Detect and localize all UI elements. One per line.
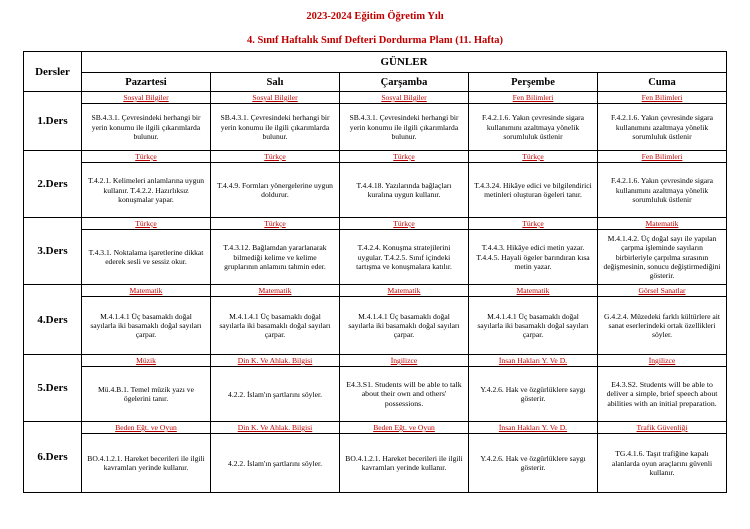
lesson-cell-monday xyxy=(82,355,211,422)
subject-label: Din K. Ve Ahlak. Bilgisi xyxy=(211,355,339,367)
outcome-text: TG.4.1.6. Taşıt trafiğine kapalı alanlarda oyun araçlarını güvenli kullanır. xyxy=(611,449,713,477)
lesson-cell-friday xyxy=(598,151,727,218)
outcome-text: M.4.1.4.2. Üç doğal sayı ile yapılan çarpma işleminde sayıların birbirleriyle çarpılma sırasının değişmesinin, sonucu değiştirmediğini gösterir. xyxy=(603,234,721,280)
outcome-text: SB.4.3.1. Çevresindeki herhangi bir yerin konumu ile ilgili çıkarımlarda bulunur. xyxy=(349,113,459,141)
lesson-cell-friday xyxy=(598,285,727,355)
outcome-text: F.4.2.1.6. Yakın çevresinde sigara kullanımını azaltmaya yönelik sorumluluk üstlenir xyxy=(610,113,714,141)
ders-label: 4.Ders xyxy=(24,285,82,355)
table-row xyxy=(24,285,727,355)
ders-label: 6.Ders xyxy=(24,422,82,493)
lesson-cell-wednesday xyxy=(340,92,469,151)
outcome-text: F.4.2.1.6. Yakın çevresinde sigara kullanımını azaltmaya yönelik sorumluluk üstlenir xyxy=(481,113,585,141)
lesson-cell-wednesday xyxy=(340,151,469,218)
lesson-cell-tuesday xyxy=(211,422,340,493)
subject-label: İngilizce xyxy=(598,355,726,367)
table-row xyxy=(24,92,727,151)
outcome-text: Y.4.2.6. Hak ve özgürlüklere saygı gösterir. xyxy=(480,384,586,404)
outcome-text: E4.3.S2. Students will be able to deliver a simple, brief speech about abilities with an initial preparation. xyxy=(606,379,718,408)
subject-label: Türkçe xyxy=(82,151,210,163)
day-header-tuesday: Salı xyxy=(211,73,340,92)
subject-label: Matematik xyxy=(469,285,597,297)
table-row xyxy=(24,151,727,218)
subject-label: Beden Eğt. ve Oyun xyxy=(340,422,468,434)
lesson-cell-wednesday xyxy=(340,422,469,493)
page-title: 2023-2024 Eğitim Öğretim Yılı xyxy=(306,11,444,22)
lesson-cell-friday xyxy=(598,422,727,493)
subject-label: Türkçe xyxy=(469,218,597,230)
day-header-monday: Pazartesi xyxy=(82,73,211,92)
outcome-text: T.4.4.18. Yazılarında bağlaçları kuralına uygun kullanır. xyxy=(356,180,452,200)
lesson-cell-thursday xyxy=(469,218,598,285)
lesson-cell-tuesday xyxy=(211,151,340,218)
table-row xyxy=(24,422,727,493)
lesson-cell-monday xyxy=(82,218,211,285)
day-header-wednesday: Çarşamba xyxy=(340,73,469,92)
outcome-text: Mü.4.B.1. Temel müzik yazı ve ögelerini tanır. xyxy=(98,384,194,404)
outcome-text: M.4.1.4.1 Üç basamaklı doğal sayılarla iki basamaklı doğal sayıları çarpar. xyxy=(348,311,460,340)
outcome-text: T.4.2.4. Konuşma stratejilerini uygular. T.4.2.5. Sınıf içindeki tartışma ve konuşmalara katılır. xyxy=(356,243,452,271)
subject-label: Türkçe xyxy=(340,151,468,163)
outcome-text: T.4.2.1. Kelimeleri anlamlarına uygun kullanır. T.4.2.2. Hazırlıksız konuşmalar yapar. xyxy=(87,176,205,204)
ders-label: 2.Ders xyxy=(24,151,82,218)
subject-label: İnsan Hakları Y. Ve D. xyxy=(469,355,597,367)
subject-label: Trafik Güvenliği xyxy=(598,422,726,434)
outcome-text: T.4.4.3. Hikâye edici metin yazar. T.4.4.5. Hayali ögeler barındıran kısa metin yazar. xyxy=(476,243,590,271)
subject-label: Matematik xyxy=(340,285,468,297)
subject-label: Fen Bilimleri xyxy=(469,92,597,104)
outcome-text: SB.4.3.1. Çevresindeki herhangi bir yerin konumu ile ilgili çıkarımlarda bulunur. xyxy=(220,113,330,141)
outcome-text: F.4.2.1.6. Yakın çevresinde sigara kullanımını azaltmaya yönelik sorumluluk üstlenir xyxy=(610,176,714,204)
outcome-text: M.4.1.4.1 Üç basamaklı doğal sayılarla iki basamaklı doğal sayıları çarpar. xyxy=(90,311,202,340)
day-header-thursday: Perşembe xyxy=(469,73,598,92)
subject-label: Sosyal Bilgiler xyxy=(211,92,339,104)
subject-label: Matematik xyxy=(598,218,726,230)
ders-label: 5.Ders xyxy=(24,355,82,422)
subject-label: Türkçe xyxy=(340,218,468,230)
outcome-text: M.4.1.4.1 Üç basamaklı doğal sayılarla iki basamaklı doğal sayıları çarpar. xyxy=(219,311,331,340)
outcome-text: T.4.3.24. Hikâye edici ve bilgilendirici metinleri oluşturan ögeleri tanır. xyxy=(474,180,592,200)
lesson-cell-friday xyxy=(598,218,727,285)
lesson-cell-monday xyxy=(82,151,211,218)
subject-label: Görsel Sanatlar xyxy=(598,285,726,297)
outcome-text: SB.4.3.1. Çevresindeki herhangi bir yerin konumu ile ilgili çıkarımlarda bulunur. xyxy=(91,113,201,141)
lesson-cell-tuesday xyxy=(211,355,340,422)
lesson-cell-monday xyxy=(82,92,211,151)
lesson-cell-monday xyxy=(82,422,211,493)
lesson-cell-wednesday xyxy=(340,285,469,355)
subject-label: Sosyal Bilgiler xyxy=(340,92,468,104)
dersler-header: Dersler xyxy=(24,52,82,92)
outcome-text: T.4.3.12. Bağlamdan yararlanarak bilmediği kelime ve kelime gruplarının anlamını tahmin eder. xyxy=(223,243,327,271)
lesson-cell-tuesday xyxy=(211,285,340,355)
outcome-text: M.4.1.4.1 Üç basamaklı doğal sayılarla iki basamaklı doğal sayıları çarpar. xyxy=(477,311,589,340)
outcome-text: BO.4.1.2.1. Hareket becerileri ile ilgili kavramları yerinde kullanır. xyxy=(345,453,463,473)
page-subtitle: 4. Sınıf Haftalık Sınıf Defteri Dordurma Planı (11. Hafta) xyxy=(246,35,504,46)
day-header-friday: Cuma xyxy=(598,73,727,92)
subject-label: Beden Eğt. ve Oyun xyxy=(82,422,210,434)
outcome-text: 4.2.2. İslam'ın şartlarını söyler. xyxy=(228,458,322,468)
outcome-text: 4.2.2. İslam'ın şartlarını söyler. xyxy=(228,389,322,399)
subject-label: Türkçe xyxy=(469,151,597,163)
subject-label: Müzik xyxy=(82,355,210,367)
outcome-text: Y.4.2.6. Hak ve özgürlüklere saygı gösterir. xyxy=(480,453,586,473)
lesson-cell-tuesday xyxy=(211,218,340,285)
lesson-cell-friday xyxy=(598,355,727,422)
lesson-cell-wednesday xyxy=(340,355,469,422)
subject-label: Türkçe xyxy=(211,151,339,163)
weekly-plan-table xyxy=(23,51,727,493)
lesson-cell-thursday xyxy=(469,355,598,422)
subject-label: İnsan Hakları Y. Ve D. xyxy=(469,422,597,434)
subject-label: İngilizce xyxy=(340,355,468,367)
lesson-cell-thursday xyxy=(469,285,598,355)
gunler-header: GÜNLER xyxy=(82,52,727,73)
lesson-cell-thursday xyxy=(469,92,598,151)
outcome-text: T.4.4.9. Formları yönergelerine uygun doldurur. xyxy=(217,180,333,200)
outcome-text: E4.3.S1. Students will be able to talk about their own and others' possessions. xyxy=(346,379,462,408)
subject-label: Türkçe xyxy=(82,218,210,230)
lesson-cell-thursday xyxy=(469,422,598,493)
lesson-cell-monday xyxy=(82,285,211,355)
outcome-text: G.4.2.4. Müzedeki farklı kültürlere ait sanat eserlerindeki ortak özellikleri söyler. xyxy=(604,311,720,340)
outcome-text: T.4.3.1. Noktalama işaretlerine dikkat ederek sesli ve sessiz okur. xyxy=(88,247,204,267)
lesson-cell-tuesday xyxy=(211,92,340,151)
subject-label: Fen Bilimleri xyxy=(598,151,726,163)
subject-label: Matematik xyxy=(211,285,339,297)
table-row xyxy=(24,355,727,422)
table-row xyxy=(24,218,727,285)
subject-label: Din K. Ve Ahlak. Bilgisi xyxy=(211,422,339,434)
outcome-text: BO.4.1.2.1. Hareket becerileri ile ilgili kavramları yerinde kullanır. xyxy=(87,453,205,473)
ders-label: 1.Ders xyxy=(24,92,82,151)
lesson-cell-friday xyxy=(598,92,727,151)
lesson-cell-thursday xyxy=(469,151,598,218)
subject-label: Matematik xyxy=(82,285,210,297)
subject-label: Fen Bilimleri xyxy=(598,92,726,104)
subject-label: Sosyal Bilgiler xyxy=(82,92,210,104)
subject-label: Türkçe xyxy=(211,218,339,230)
ders-label: 3.Ders xyxy=(24,218,82,285)
lesson-cell-wednesday xyxy=(340,218,469,285)
